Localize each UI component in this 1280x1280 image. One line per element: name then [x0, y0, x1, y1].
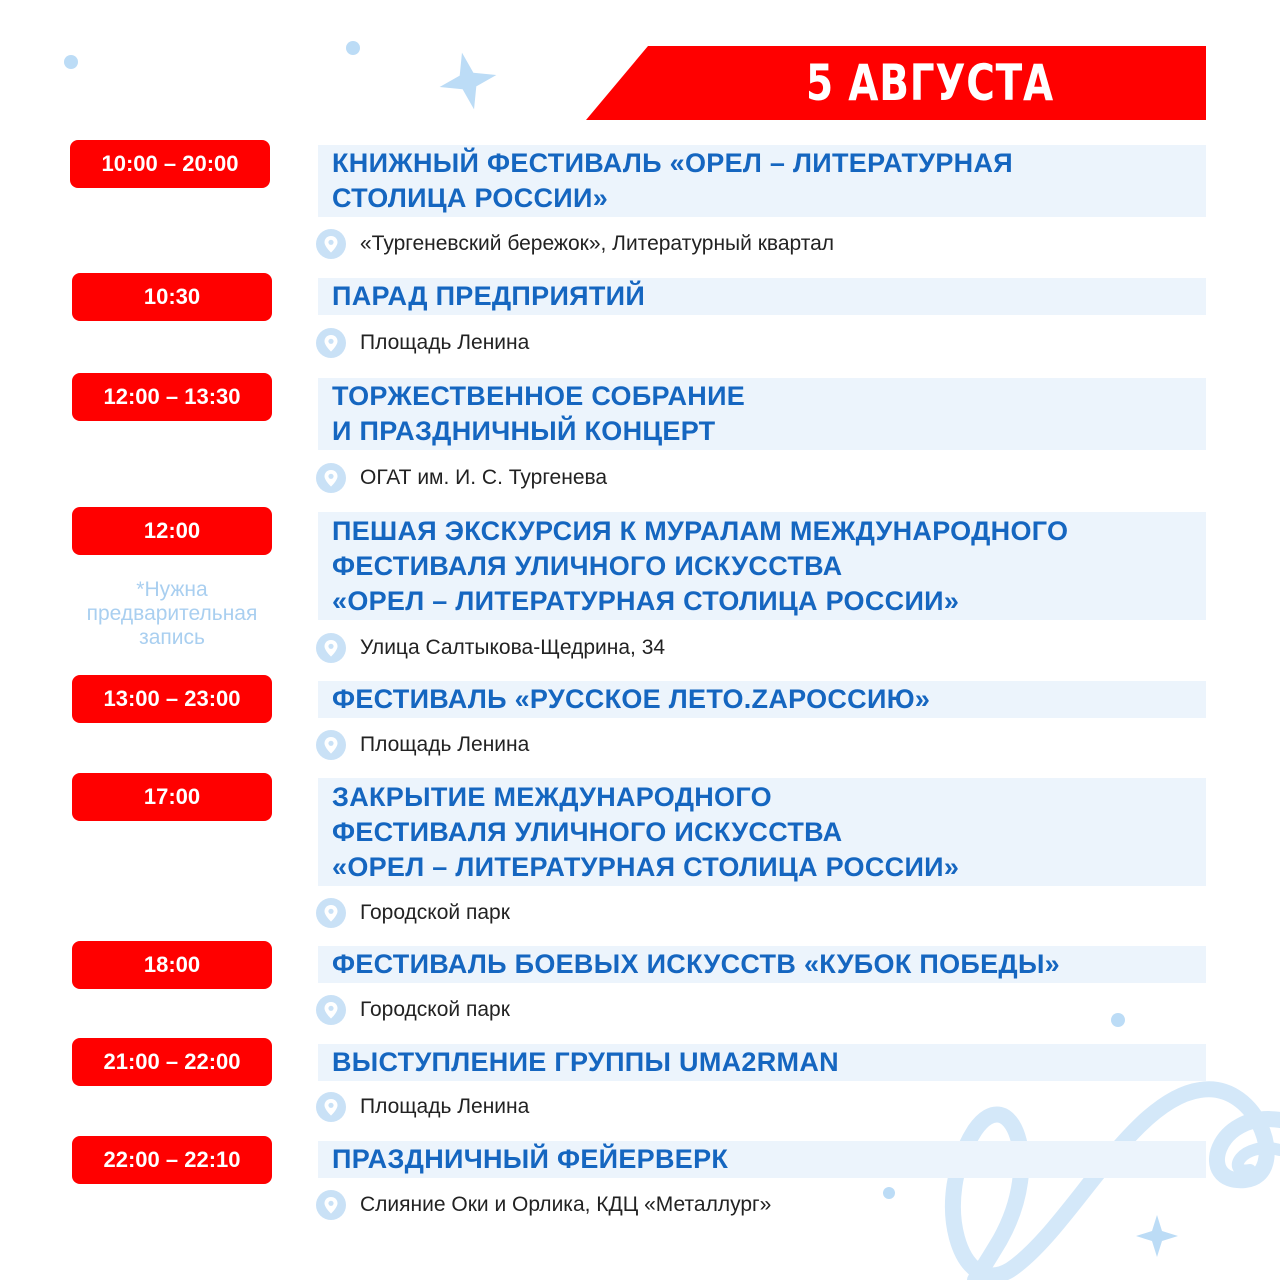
event-title	[318, 1141, 1206, 1178]
location-text: Площадь Ленина	[360, 1095, 530, 1118]
event-title-line: И ПРАЗДНИЧНЫЙ КОНЦЕРТ	[332, 416, 716, 446]
sparkle-icon	[1136, 1215, 1178, 1257]
location-pin-icon	[316, 898, 346, 928]
event-location	[316, 328, 529, 358]
event-title-line: ЗАКРЫТИЕ МЕЖДУНАРОДНОГО	[332, 781, 772, 812]
registration-note: *Нужна предварительная запись	[86, 578, 258, 649]
event-title	[318, 778, 1206, 886]
time-badge: 21:00 – 22:00	[72, 1038, 272, 1086]
event-location	[316, 730, 529, 760]
event-location	[316, 633, 665, 663]
date-heading: 5 АВГУСТА	[806, 54, 1054, 112]
event-title-line: СТОЛИЦА РОССИИ»	[332, 183, 609, 213]
event-title	[318, 378, 1206, 450]
event-location	[316, 463, 607, 493]
location-pin-icon	[316, 633, 346, 663]
event-title-line: ФЕСТИВАЛЬ «РУССКОЕ ЛЕТО.ZAРОССИЮ»	[332, 684, 931, 714]
event-title-line: ТОРЖЕСТВЕННОЕ СОБРАНИЕ	[332, 381, 746, 411]
time-badge: 18:00	[72, 941, 272, 989]
event-title-line: ПАРАД ПРЕДПРИЯТИЙ	[332, 281, 646, 311]
location-text: ОГАТ им. И. С. Тургенева	[360, 466, 608, 489]
event-title-line: ФЕСТИВАЛЬ БОЕВЫХ ИСКУССТВ «КУБОК ПОБЕДЫ»	[332, 949, 1061, 979]
location-text: Городской парк	[360, 998, 510, 1021]
location-pin-icon	[316, 730, 346, 760]
event-title	[318, 681, 1206, 718]
location-pin-icon	[316, 328, 346, 358]
location-text: Улица Салтыкова-Щедрина, 34	[360, 636, 666, 659]
location-pin-icon	[316, 1190, 346, 1220]
location-pin-icon	[316, 995, 346, 1025]
event-title-line: «ОРЕЛ – ЛИТЕРАТУРНАЯ СТОЛИЦА РОССИИ»	[332, 851, 960, 882]
event-title-line: КНИЖНЫЙ ФЕСТИВАЛЬ «ОРЕЛ – ЛИТЕРАТУРНАЯ	[332, 148, 1013, 178]
event-location	[316, 1190, 771, 1220]
decor-dot	[346, 41, 360, 55]
time-badge: 17:00	[72, 773, 272, 821]
time-badge: 22:00 – 22:10	[72, 1136, 272, 1184]
location-text: Слияние Оки и Орлика, КДЦ «Металлург»	[360, 1193, 772, 1216]
decor-dot	[883, 1187, 895, 1199]
event-title-line: ФЕСТИВАЛЯ УЛИЧНОГО ИСКУССТВА	[332, 816, 843, 847]
location-pin-icon	[316, 229, 346, 259]
location-text: Площадь Ленина	[360, 733, 530, 756]
location-text: «Тургеневский бережок», Литературный квартал	[360, 232, 835, 255]
event-location	[316, 898, 510, 928]
decor-dot	[1111, 1013, 1125, 1027]
event-title	[318, 1044, 1206, 1081]
event-title-line: ПРАЗДНИЧНЫЙ ФЕЙЕРВЕРК	[332, 1144, 729, 1174]
time-badge: 10:30	[72, 273, 272, 321]
event-location	[316, 229, 834, 259]
event-title-line: ВЫСТУПЛЕНИЕ ГРУППЫ UMA2RMAN	[332, 1047, 839, 1077]
event-title	[318, 145, 1206, 217]
time-badge: 12:00	[72, 507, 272, 555]
event-title	[318, 512, 1206, 620]
star-icon	[434, 47, 503, 116]
ribbon-swirl-inner	[1238, 1148, 1280, 1170]
event-title-line: «ОРЕЛ – ЛИТЕРАТУРНАЯ СТОЛИЦА РОССИИ»	[332, 585, 960, 616]
event-location	[316, 1092, 529, 1122]
event-title-line: ФЕСТИВАЛЯ УЛИЧНОГО ИСКУССТВА	[332, 550, 843, 581]
location-text: Площадь Ленина	[360, 331, 530, 354]
ribbon-swirl	[953, 1089, 1280, 1280]
time-badge: 12:00 – 13:30	[72, 373, 272, 421]
location-text: Городской парк	[360, 901, 510, 924]
event-title	[318, 946, 1206, 983]
decor-dot	[64, 55, 78, 69]
time-badge: 10:00 – 20:00	[70, 140, 270, 188]
location-pin-icon	[316, 463, 346, 493]
event-title-line: ПЕШАЯ ЭКСКУРСИЯ К МУРАЛАМ МЕЖДУНАРОДНОГО	[332, 515, 1069, 546]
event-title	[318, 278, 1206, 315]
event-location	[316, 995, 510, 1025]
time-badge: 13:00 – 23:00	[72, 675, 272, 723]
location-pin-icon	[316, 1092, 346, 1122]
